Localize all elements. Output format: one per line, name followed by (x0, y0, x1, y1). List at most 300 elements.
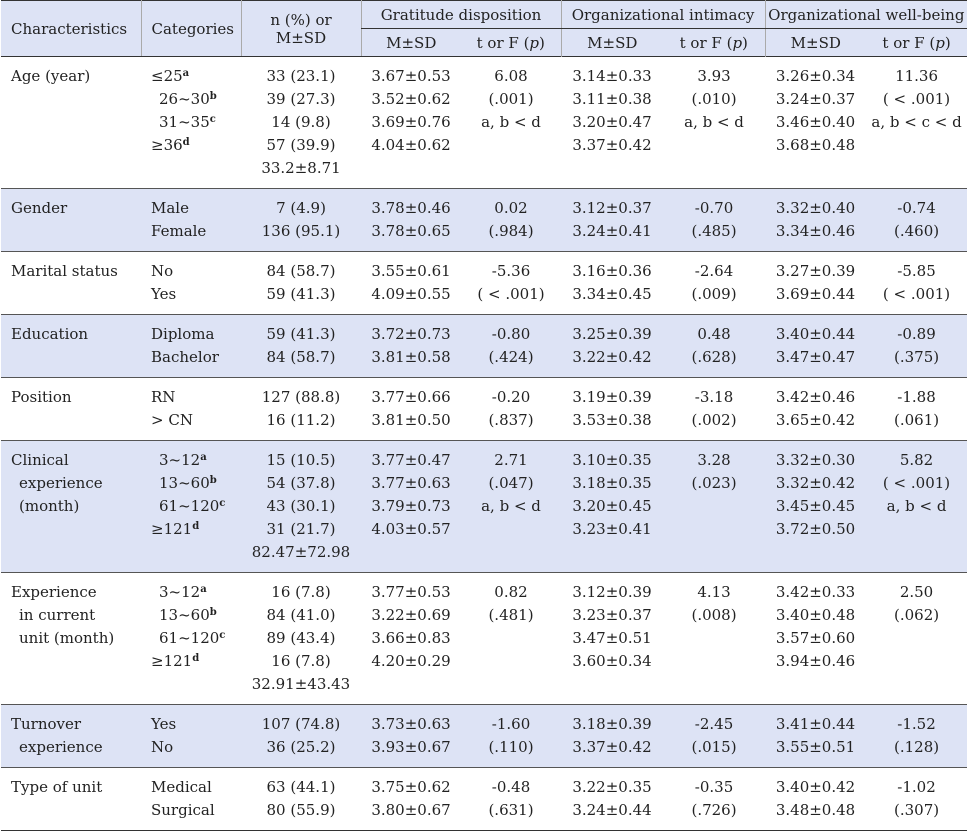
category-cell (141, 573, 241, 705)
category-label (151, 627, 241, 650)
category-superscript: c (219, 630, 226, 641)
gratitude-msd-cell (361, 252, 461, 315)
wellbeing-test-line: a, b < c < d (871, 113, 962, 131)
intimacy-test-line: (.015) (691, 738, 737, 756)
intimacy-test-cell (663, 573, 765, 705)
wellbeing-test-line: 2.50 (899, 583, 934, 601)
n-value-line: 136 (95.1) (261, 222, 341, 240)
gratitude-test-cell (461, 378, 561, 441)
gratitude-test-line: 0.82 (494, 583, 528, 601)
wellbeing-msd-cell (765, 57, 866, 189)
characteristic-cell (1, 252, 141, 315)
wellbeing-test-line: -1.52 (897, 715, 936, 733)
n-value-line: 63 (44.1) (266, 778, 336, 796)
gratitude-msd-line: 4.03±0.57 (371, 520, 451, 538)
wellbeing-test-line: ( < .001) (882, 285, 951, 303)
gratitude-msd-line: 3.52±0.62 (371, 90, 451, 108)
category-text: Yes (151, 285, 177, 303)
gratitude-test-line: -0.20 (491, 388, 531, 406)
wellbeing-msd-line: 3.94±0.46 (775, 652, 856, 670)
characteristic-line: Position (11, 388, 72, 406)
wellbeing-msd-cell (765, 705, 866, 768)
characteristic-line: Experience (11, 583, 97, 601)
category-label (151, 220, 241, 243)
gratitude-test-line: (.837) (488, 411, 534, 429)
gratitude-test-line: -1.60 (491, 715, 531, 733)
category-label (151, 65, 241, 88)
wellbeing-msd-cell (765, 573, 866, 705)
header-organizational-intimacy: Organizational intimacy (561, 1, 765, 29)
category-cell (141, 252, 241, 315)
characteristic-line: Education (11, 325, 89, 343)
intimacy-msd-line: 3.53±0.38 (572, 411, 652, 429)
characteristic-cell (1, 573, 141, 705)
wellbeing-msd-cell (765, 441, 866, 573)
characteristic-line: in current (19, 606, 96, 624)
intimacy-msd-cell (561, 573, 663, 705)
n-value-line: 16 (7.8) (271, 652, 331, 670)
intimacy-msd-line: 3.18±0.39 (572, 715, 652, 733)
intimacy-msd-line: 3.20±0.45 (572, 497, 652, 515)
wellbeing-msd-line: 3.46±0.40 (775, 113, 856, 131)
subheader-t-or-f (461, 29, 561, 57)
n-value-line: 89 (43.4) (266, 629, 336, 647)
wellbeing-test-line: -0.74 (897, 199, 936, 217)
gratitude-msd-line: 3.81±0.50 (371, 411, 451, 429)
intimacy-test-line: (.002) (691, 411, 737, 429)
category-text: Female (151, 222, 207, 240)
category-superscript: a (200, 584, 207, 595)
wellbeing-msd-cell (765, 768, 866, 831)
n-value-line: 32.91±43.43 (251, 675, 351, 693)
header-row-1 (1, 1, 967, 29)
wellbeing-test-cell (866, 378, 967, 441)
n-value-line: 84 (58.7) (266, 262, 336, 280)
intimacy-msd-line: 3.12±0.37 (572, 199, 652, 217)
intimacy-msd-cell (561, 315, 663, 378)
intimacy-msd-line: 3.19±0.39 (572, 388, 652, 406)
wellbeing-msd-line: 3.42±0.33 (775, 583, 856, 601)
intimacy-test-cell (663, 57, 765, 189)
gratitude-test-cell (461, 189, 561, 252)
category-label (151, 323, 241, 346)
n-value-cell (241, 441, 361, 573)
intimacy-msd-cell (561, 57, 663, 189)
gratitude-test-line: 6.08 (494, 67, 528, 85)
category-label (151, 650, 241, 673)
wellbeing-test-line: a, b < d (886, 497, 947, 515)
gratitude-msd-line: 4.04±0.62 (371, 136, 451, 154)
table-row (1, 252, 967, 315)
characteristic-cell (1, 57, 141, 189)
wellbeing-test-cell (866, 441, 967, 573)
wellbeing-msd-cell (765, 315, 866, 378)
characteristic-line: Gender (11, 199, 68, 217)
n-value-line: 36 (25.2) (266, 738, 336, 756)
characteristic-cell (1, 315, 141, 378)
wellbeing-test-line: (.128) (893, 738, 940, 756)
wellbeing-msd-line: 3.72±0.50 (775, 520, 856, 538)
category-text: Diploma (151, 325, 215, 343)
category-label (151, 283, 241, 306)
wellbeing-test-line: (.460) (893, 222, 940, 240)
category-label (151, 386, 241, 409)
wellbeing-test-line: 5.82 (899, 451, 934, 469)
gratitude-test-line: a, b < d (481, 113, 541, 131)
subheader-tf-p: p (935, 33, 945, 52)
gratitude-msd-line: 3.77±0.53 (371, 583, 451, 601)
wellbeing-test-line: -5.85 (897, 262, 936, 280)
wellbeing-msd-line: 3.65±0.42 (775, 411, 856, 429)
category-cell (141, 378, 241, 441)
n-value-line: 39 (27.3) (266, 90, 336, 108)
intimacy-test-cell (663, 189, 765, 252)
gratitude-msd-cell (361, 315, 461, 378)
gratitude-msd-line: 3.93±0.67 (371, 738, 451, 756)
table-row (1, 189, 967, 252)
intimacy-test-line: -2.45 (694, 715, 734, 733)
gratitude-msd-line: 3.77±0.47 (371, 451, 451, 469)
gratitude-msd-line: 3.73±0.63 (371, 715, 451, 733)
category-text: Medical (151, 778, 212, 796)
subheader-tf-p: p (529, 33, 540, 52)
gratitude-test-line: (.424) (488, 348, 534, 366)
intimacy-msd-line: 3.11±0.38 (572, 90, 652, 108)
category-text: 26~30 (159, 90, 210, 108)
gratitude-test-cell (461, 768, 561, 831)
category-text: No (151, 262, 174, 280)
wellbeing-msd-line: 3.42±0.46 (775, 388, 856, 406)
gratitude-msd-cell (361, 768, 461, 831)
gratitude-msd-line: 3.80±0.67 (371, 801, 451, 819)
category-label (151, 134, 241, 157)
header-gratitude-disposition: Gratitude disposition (361, 1, 561, 29)
table-row (1, 573, 967, 705)
category-cell (141, 705, 241, 768)
n-value-cell (241, 573, 361, 705)
category-superscript: b (209, 607, 217, 618)
category-superscript: d (192, 521, 200, 532)
wellbeing-test-line: (.061) (893, 411, 940, 429)
n-value-cell (241, 57, 361, 189)
wellbeing-test-line: ( < .001) (882, 90, 951, 108)
characteristic-cell (1, 189, 141, 252)
gratitude-msd-line: 3.77±0.66 (371, 388, 451, 406)
table-row (1, 315, 967, 378)
subheader-msd: M±SD (361, 29, 461, 57)
characteristic-cell (1, 705, 141, 768)
intimacy-test-line: (.008) (691, 606, 737, 624)
n-value-line: 14 (9.8) (271, 113, 331, 131)
characteristic-cell (1, 768, 141, 831)
category-text: 61~120 (159, 497, 220, 515)
gratitude-msd-line: 3.75±0.62 (371, 778, 451, 796)
gratitude-msd-line: 3.78±0.65 (371, 222, 451, 240)
intimacy-msd-line: 3.18±0.35 (572, 474, 652, 492)
wellbeing-msd-line: 3.40±0.48 (775, 606, 856, 624)
gratitude-test-cell (461, 441, 561, 573)
intimacy-test-line: (.009) (691, 285, 737, 303)
wellbeing-msd-line: 3.26±0.34 (775, 67, 856, 85)
subheader-t-or-f (866, 29, 967, 57)
wellbeing-msd-line: 3.55±0.51 (775, 738, 856, 756)
subheader-tf-p: p (732, 33, 743, 52)
category-superscript: a (182, 68, 190, 79)
n-value-line: 57 (39.9) (266, 136, 336, 154)
intimacy-test-line: a, b < d (684, 113, 744, 131)
category-label (151, 88, 241, 111)
gratitude-msd-line: 3.67±0.53 (371, 67, 451, 85)
table-row (1, 441, 967, 573)
category-label (151, 799, 241, 822)
category-label (151, 449, 241, 472)
intimacy-msd-line: 3.22±0.35 (572, 778, 652, 796)
intimacy-test-cell (663, 378, 765, 441)
wellbeing-msd-line: 3.24±0.37 (775, 90, 856, 108)
wellbeing-test-cell (866, 573, 967, 705)
wellbeing-test-line: -1.02 (897, 778, 936, 796)
characteristic-line: Age (year) (11, 67, 91, 85)
gratitude-msd-line: 3.55±0.61 (371, 262, 451, 280)
intimacy-msd-line: 3.25±0.39 (572, 325, 652, 343)
wellbeing-test-cell (866, 315, 967, 378)
subheader-t-or-f (663, 29, 765, 57)
wellbeing-test-line: -0.89 (897, 325, 936, 343)
category-text: Yes (151, 715, 177, 733)
n-value-cell (241, 315, 361, 378)
intimacy-msd-line: 3.37±0.42 (572, 136, 652, 154)
intimacy-msd-cell (561, 705, 663, 768)
intimacy-msd-line: 3.24±0.41 (572, 222, 652, 240)
characteristic-cell (1, 378, 141, 441)
gratitude-msd-line: 3.78±0.46 (371, 199, 451, 217)
characteristic-line: Type of unit (11, 778, 103, 796)
category-text: ≥36 (151, 136, 183, 154)
intimacy-msd-line: 3.22±0.42 (572, 348, 652, 366)
intimacy-msd-line: 3.12±0.39 (572, 583, 652, 601)
category-text: > CN (151, 411, 193, 429)
wellbeing-msd-line: 3.40±0.44 (775, 325, 856, 343)
n-value-line: 59 (41.3) (266, 285, 336, 303)
wellbeing-msd-line: 3.32±0.42 (775, 474, 856, 492)
intimacy-test-line: -0.35 (694, 778, 734, 796)
intimacy-msd-cell (561, 441, 663, 573)
gratitude-msd-cell (361, 705, 461, 768)
wellbeing-msd-line: 3.68±0.48 (775, 136, 856, 154)
category-text: 13~60 (159, 474, 210, 492)
gratitude-test-line: -0.48 (491, 778, 531, 796)
intimacy-test-cell (663, 252, 765, 315)
gratitude-test-cell (461, 573, 561, 705)
wellbeing-test-cell (866, 768, 967, 831)
wellbeing-test-cell (866, 57, 967, 189)
intimacy-msd-cell (561, 189, 663, 252)
intimacy-msd-cell (561, 378, 663, 441)
category-cell (141, 315, 241, 378)
header-organizational-well-being: Organizational well-being (765, 1, 967, 29)
n-value-line: 31 (21.7) (266, 520, 336, 538)
gratitude-test-line: (.047) (488, 474, 534, 492)
characteristic-line: unit (month) (19, 629, 115, 647)
gratitude-test-line: (.631) (488, 801, 534, 819)
intimacy-test-line: -3.18 (694, 388, 734, 406)
subheader-tf-prefix: t or F ( (679, 33, 733, 52)
category-superscript: c (219, 498, 226, 509)
gratitude-msd-cell (361, 189, 461, 252)
intimacy-test-line: (.485) (691, 222, 737, 240)
gratitude-test-line: -0.80 (491, 325, 531, 343)
intimacy-test-line: -0.70 (694, 199, 734, 217)
category-cell (141, 441, 241, 573)
gratitude-test-line: (.984) (488, 222, 534, 240)
category-superscript: c (209, 114, 216, 125)
characteristic-line: (month) (19, 497, 80, 515)
n-value-cell (241, 189, 361, 252)
gratitude-test-cell (461, 315, 561, 378)
wellbeing-msd-line: 3.57±0.60 (775, 629, 856, 647)
category-text: 31~35 (159, 113, 210, 131)
gratitude-msd-cell (361, 573, 461, 705)
characteristic-line: Marital status (11, 262, 118, 280)
n-value-line: 33 (23.1) (266, 67, 336, 85)
gratitude-msd-line: 3.72±0.73 (371, 325, 451, 343)
table-row (1, 705, 967, 768)
gratitude-test-cell (461, 252, 561, 315)
gratitude-test-line: (.481) (488, 606, 534, 624)
characteristic-line: experience (19, 474, 103, 492)
header-n (241, 1, 361, 57)
intimacy-msd-line: 3.37±0.42 (572, 738, 652, 756)
n-value-cell (241, 378, 361, 441)
intimacy-test-cell (663, 441, 765, 573)
wellbeing-msd-line: 3.41±0.44 (775, 715, 856, 733)
subheader-tf-prefix: t or F ( (476, 33, 530, 52)
n-value-line: 54 (37.8) (266, 474, 336, 492)
intimacy-msd-line: 3.23±0.37 (572, 606, 652, 624)
intimacy-test-cell (663, 315, 765, 378)
n-value-cell (241, 252, 361, 315)
wellbeing-msd-cell (765, 378, 866, 441)
category-cell (141, 57, 241, 189)
category-text: Surgical (151, 801, 215, 819)
category-text: No (151, 738, 174, 756)
category-label (151, 472, 241, 495)
category-text: RN (151, 388, 176, 406)
category-text: 3~12 (159, 451, 201, 469)
subheader-msd: M±SD (765, 29, 866, 57)
wellbeing-msd-line: 3.69±0.44 (775, 285, 856, 303)
subheader-tf-suffix: ) (539, 33, 545, 52)
n-value-line: 82.47±72.98 (251, 543, 351, 561)
intimacy-msd-line: 3.10±0.35 (572, 451, 652, 469)
n-value-line: 7 (4.9) (276, 199, 326, 217)
wellbeing-msd-line: 3.32±0.30 (775, 451, 856, 469)
category-label (151, 495, 241, 518)
characteristic-cell (1, 441, 141, 573)
wellbeing-msd-cell (765, 252, 866, 315)
intimacy-test-line: -2.64 (694, 262, 734, 280)
header-n-line1: n (%) or (270, 10, 332, 29)
n-value-line: 107 (74.8) (261, 715, 341, 733)
category-label (151, 260, 241, 283)
header-characteristics: Characteristics (1, 1, 141, 57)
category-superscript: b (209, 91, 217, 102)
table-row (1, 378, 967, 441)
wellbeing-msd-line: 3.27±0.39 (775, 262, 856, 280)
gratitude-test-line: (.001) (488, 90, 534, 108)
intimacy-test-line: 0.48 (697, 325, 731, 343)
category-text: Bachelor (151, 348, 219, 366)
subheader-tf-suffix: ) (742, 33, 748, 52)
category-label (151, 736, 241, 759)
gratitude-msd-line: 3.22±0.69 (371, 606, 451, 624)
gratitude-test-line: a, b < d (481, 497, 541, 515)
wellbeing-msd-line: 3.32±0.40 (775, 199, 856, 217)
category-label (151, 581, 241, 604)
gratitude-test-line: 0.02 (494, 199, 528, 217)
table-row (1, 768, 967, 831)
gratitude-msd-line: 3.69±0.76 (371, 113, 451, 131)
characteristic-line: Turnover (11, 715, 82, 733)
intimacy-test-line: (.010) (691, 90, 737, 108)
category-label (151, 604, 241, 627)
characteristics-table (1, 0, 967, 831)
category-text: ≥121 (151, 520, 193, 538)
wellbeing-test-line: ( < .001) (882, 474, 951, 492)
intimacy-msd-line: 3.60±0.34 (572, 652, 652, 670)
gratitude-msd-cell (361, 57, 461, 189)
intimacy-msd-line: 3.23±0.41 (572, 520, 652, 538)
category-cell (141, 768, 241, 831)
category-superscript: a (200, 452, 207, 463)
n-value-line: 84 (58.7) (266, 348, 336, 366)
intimacy-msd-line: 3.14±0.33 (572, 67, 652, 85)
characteristic-line: experience (19, 738, 103, 756)
gratitude-msd-line: 4.20±0.29 (371, 652, 451, 670)
gratitude-msd-line: 3.81±0.58 (371, 348, 451, 366)
n-value-line: 84 (41.0) (266, 606, 336, 624)
n-value-line: 16 (7.8) (271, 583, 331, 601)
category-label (151, 111, 241, 134)
wellbeing-msd-line: 3.48±0.48 (775, 801, 856, 819)
gratitude-test-line: ( < .001) (477, 285, 545, 303)
wellbeing-msd-line: 3.40±0.42 (775, 778, 856, 796)
category-text: Male (151, 199, 189, 217)
table-row (1, 57, 967, 189)
wellbeing-msd-line: 3.45±0.45 (775, 497, 856, 515)
intimacy-msd-cell (561, 768, 663, 831)
wellbeing-test-line: (.307) (893, 801, 940, 819)
intimacy-test-line: (.628) (691, 348, 737, 366)
category-text: 61~120 (159, 629, 220, 647)
subheader-tf-suffix: ) (944, 33, 951, 52)
intimacy-test-line: (.023) (691, 474, 737, 492)
wellbeing-test-line: (.375) (893, 348, 940, 366)
gratitude-msd-line: 3.77±0.63 (371, 474, 451, 492)
gratitude-test-line: -5.36 (491, 262, 531, 280)
category-label (151, 409, 241, 432)
n-value-line: 16 (11.2) (266, 411, 336, 429)
gratitude-test-line: (.110) (488, 738, 534, 756)
intimacy-test-cell (663, 768, 765, 831)
category-label (151, 713, 241, 736)
wellbeing-test-line: -1.88 (897, 388, 936, 406)
header-n-line2: M±SD (275, 28, 327, 47)
characteristic-line: Clinical (11, 451, 69, 469)
wellbeing-test-cell (866, 252, 967, 315)
gratitude-test-cell (461, 705, 561, 768)
gratitude-msd-cell (361, 441, 461, 573)
